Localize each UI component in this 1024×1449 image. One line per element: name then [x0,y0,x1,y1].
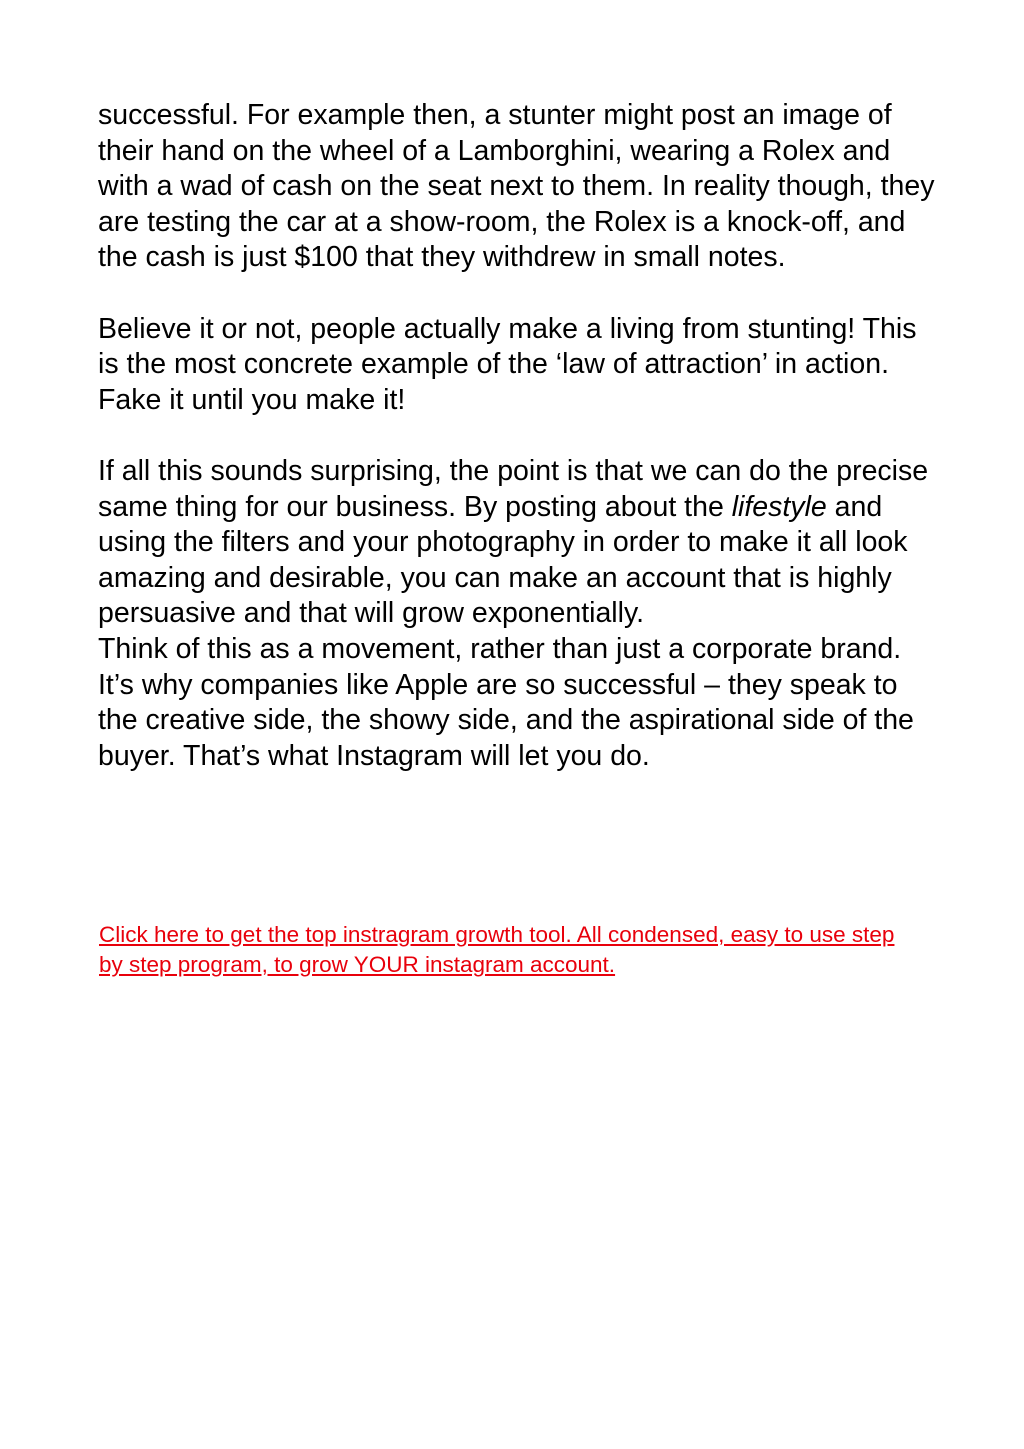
paragraph-spacer [98,276,938,312]
paragraph-business-lifestyle [98,454,938,632]
document-body [98,98,938,774]
paragraph-stunting-example: successful. For example then, a stunter might post an image of their hand on the wheel of a Lamborghini, wearing a Rolex and with a wad of cash on the seat next to them. In reality though, they are testing the car at a show-room, the Rolex is a knock-off, and the cash is just $100 that they withdrew in small notes. [98,99,935,274]
paragraph-law-of-attraction: Believe it or not, people actually make a living from stunting! This is the most concrete example of the ‘law of attraction’ in action. Fake it until you make it! [98,312,917,416]
paragraph-business-lead: If all this sounds surprising, the point is that we can do the precise same thing for our business. By posting about the [98,454,929,523]
instagram-growth-tool-link[interactable]: Click here to get the top instragram growth tool. All condensed, easy to use step by step program, to grow YOUR instagram account. [99,922,895,977]
paragraph-spacer [98,418,938,454]
paragraph-movement: Think of this as a movement, rather than just a corporate brand. It’s why companies like Apple are so successful – they speak to the creative side, the showy side, and the aspirational side of the buyer. That’s what Instagram will let you do. [98,632,914,772]
promo-link-block [99,920,919,980]
paragraph-business-rest: and using the filters and your photography in order to make it all look amazing and desirable, you can make an account that is highly persuasive and that will grow exponentially. [98,490,908,630]
lifestyle-emphasis: lifestyle [731,490,827,523]
